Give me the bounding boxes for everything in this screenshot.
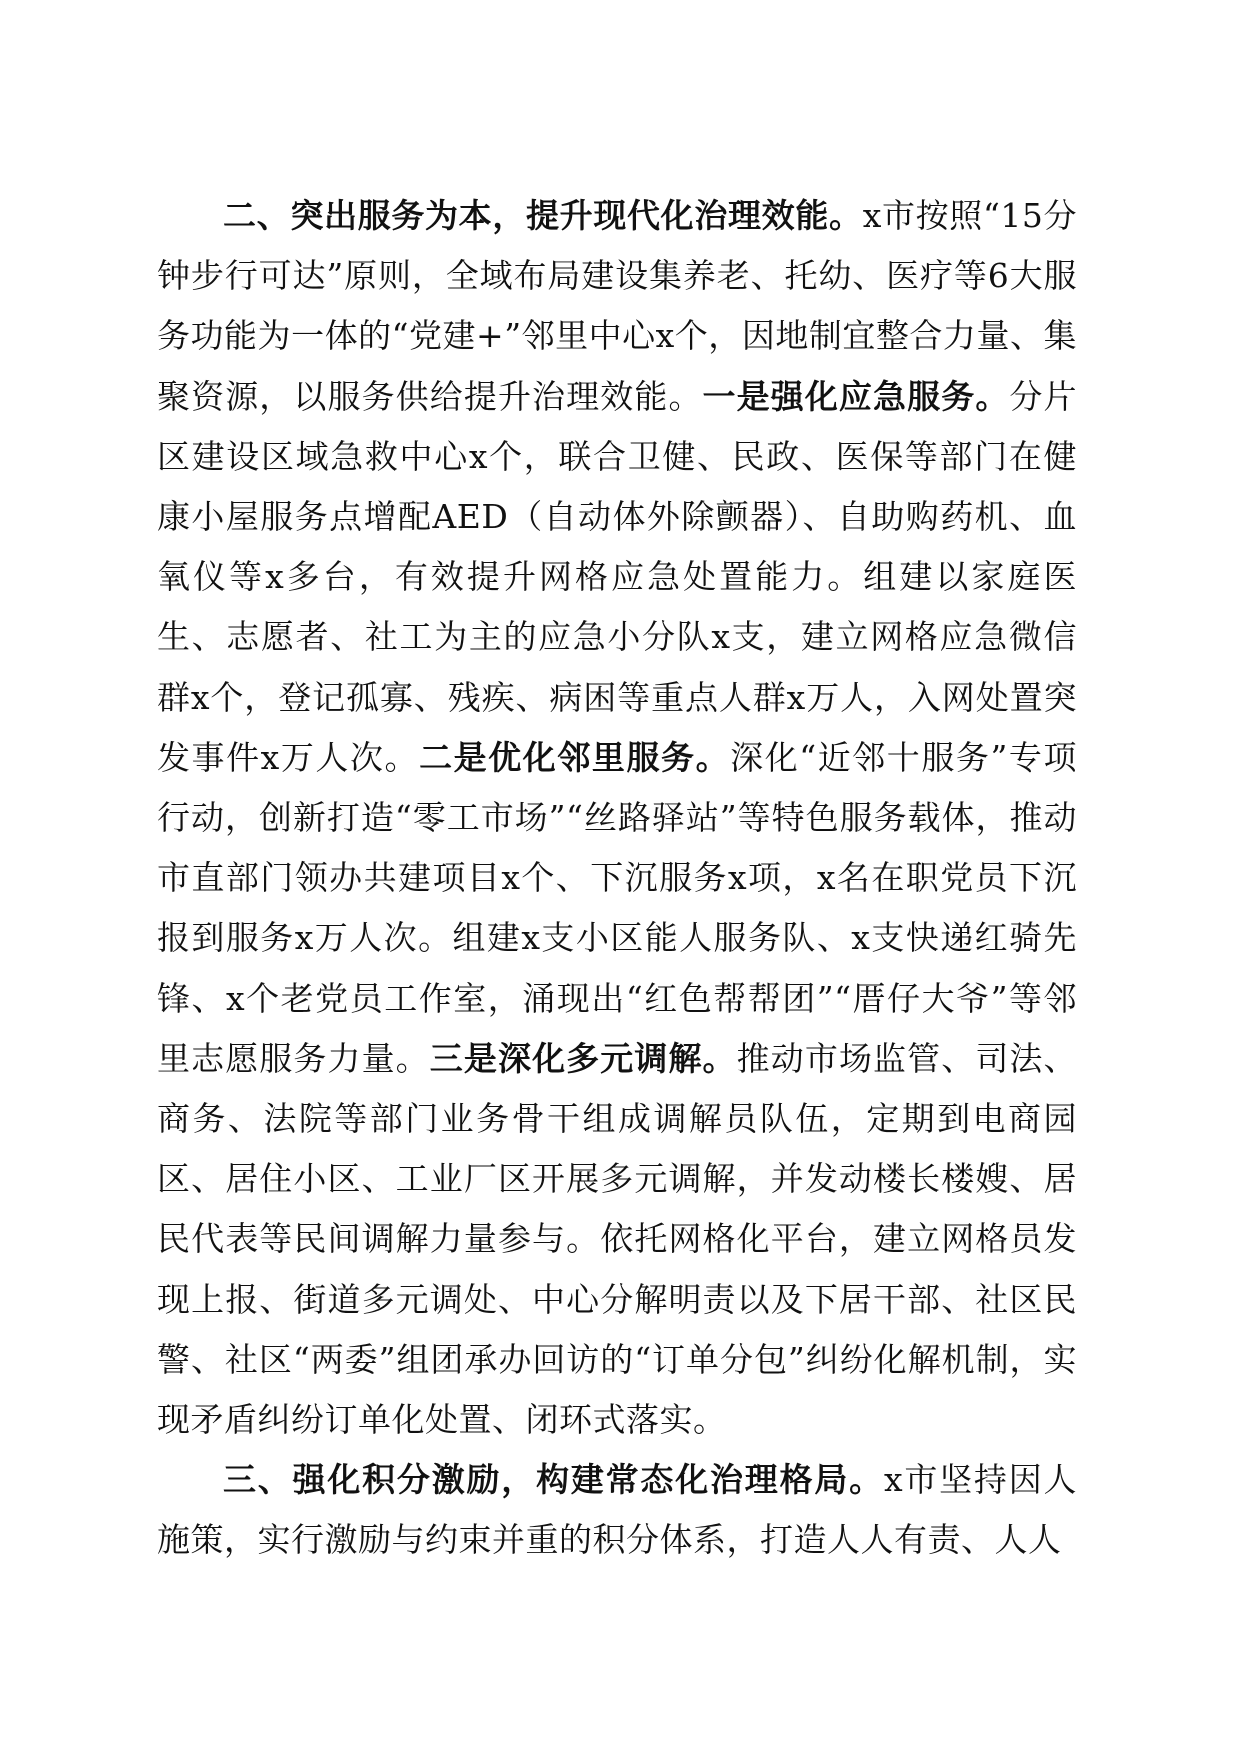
document-body <box>157 186 1077 1571</box>
paragraph-text: 推动市场监管、司法、商务、法院等部门业务骨干组成调解员队伍，定期到电商园区、居住小区、工业厂区开展多元调解，并发动楼长楼嫂、居民代表等民间调解力量参与。依托网格化平台，建立网格员发现上报、街道多元调处、中心分解明责以及下居干部、社区民警、社区“两委”组团承办回访的“订单分包”纠纷化解机制，实现矛盾纠纷订单化处置、闭环式落实。 <box>157 1038 1078 1440</box>
paragraph-3 <box>157 1450 1077 1570</box>
paragraph-text: 深化“近邻十服务”专项行动，创新打造“零工市场”“丝路驿站”等特色服务载体，推动市直部门领办共建项目x个、下沉服务x项，x名在职党员下沉报到服务x万人次。组建x支小区能人服务队、x支快递红骑先锋、x个老党员工作室，涌现出“红色帮帮团”“厝仔大爷”等邻里志愿服务力量。 <box>157 737 1077 1078</box>
paragraph-text: x市按照“15分钟步行可达”原则，全域布局建设集养老、托幼、医疗等6大服务功能为一体的“党建+”邻里中心x个，因地制宜整合力量、集聚资源，以服务供给提升治理效能。 <box>157 196 1077 416</box>
paragraph-text: x市坚持因人施策，实行激励与约束并重的积分体系，打造人人有责、人人 <box>157 1460 1077 1560</box>
section-heading-2: 二、突出服务为本，提升现代化治理效能。 <box>223 196 863 235</box>
subheading-mediation: 三是深化多元调解。 <box>429 1038 737 1078</box>
paragraph-text: 分片区建设区域急救中心x个，联合卫健、民政、医保等部门在健康小屋服务点增配AED（自动体外除颤器）、自助购药机、血氧仪等x多台，有效提升网格应急处置能力。组建以家庭医生、志愿者、社工为主的应急小分队x支，建立网格应急微信群x个，登记孤寡、残疾、病困等重点人群x万人，入网处置突发事件x万人次。 <box>157 376 1078 777</box>
section-heading-3: 三、强化积分激励，构建常态化治理格局。 <box>223 1460 884 1500</box>
subheading-neighborhood-service: 二是优化邻里服务。 <box>419 737 731 777</box>
subheading-emergency-service: 一是强化应急服务。 <box>702 376 1010 416</box>
paragraph-2 <box>157 186 1077 1450</box>
